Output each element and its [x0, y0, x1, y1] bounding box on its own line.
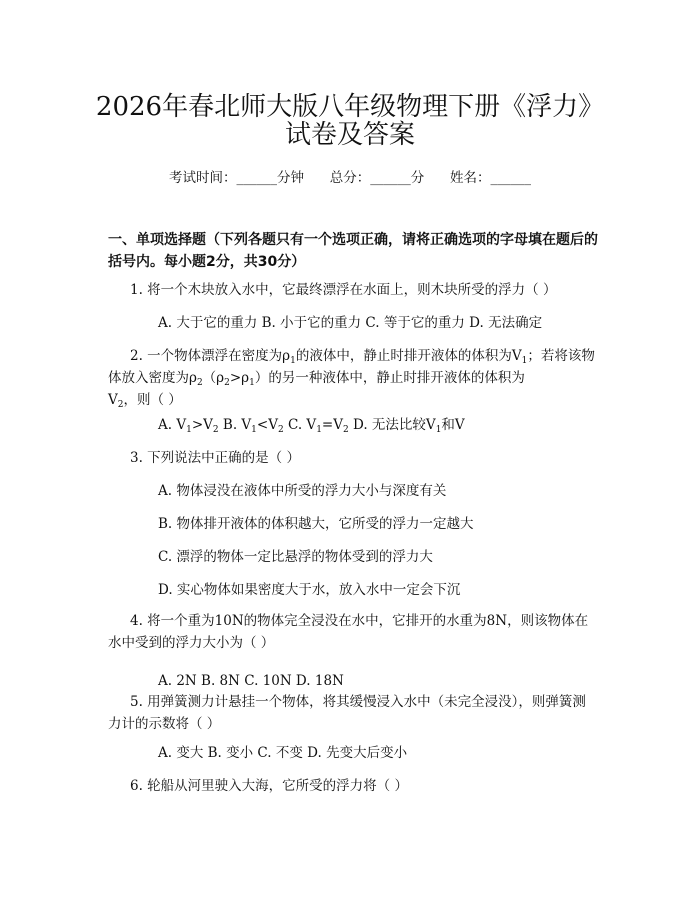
q2-opt-text: >V: [191, 417, 213, 433]
q2-opt-text: A. V: [158, 417, 187, 433]
q2-stem-text: 2. 一个物体漂浮在密度为ρ: [130, 348, 291, 364]
q2-opt-sub: 1: [435, 425, 442, 435]
question-3-option-d: D. 实心物体如果密度大于水，放入水中一定会下沉: [158, 582, 461, 598]
q2-opt-text: 和V: [441, 417, 465, 433]
question-3-option-c: C. 漂浮的物体一定比悬浮的物体受到的浮力大: [158, 549, 433, 565]
question-1-options: A. 大于它的重力 B. 小于它的重力 C. 等于它的重力 D. 无法确定: [158, 315, 543, 331]
question-5-stem: 5. 用弹簧测力计悬挂一个物体，将其缓慢浸入水中（未完全浸没），则弹簧测力计的示数将（ ）: [108, 694, 586, 732]
q2-stem-text: ）的另一种液体中，静止时排开液体的体积为V: [108, 370, 525, 408]
question-4-options: A. 2N B. 8N C. 10N D. 18N: [158, 673, 344, 689]
question-2-stem: [108, 345, 598, 411]
q2-sub: 1: [249, 378, 255, 388]
q2-opt-text: =V: [321, 417, 343, 433]
question-6-stem: 6. 轮船从河里驶入大海，它所受的浮力将（ ）: [130, 778, 408, 794]
q2-opt-text: B. V: [218, 417, 252, 433]
q2-opt-sub: 2: [212, 425, 219, 435]
q2-opt-text: <V: [256, 417, 278, 433]
question-5-options: A. 变大 B. 变小 C. 不变 D. 先变大后变小: [158, 745, 408, 761]
q2-opt-sub: 1: [186, 425, 192, 435]
q2-sub: 2: [196, 378, 203, 388]
question-3-option-a: A. 物体浸没在液体中所受的浮力大小与深度有关: [158, 483, 447, 499]
question-2-options: [158, 414, 598, 436]
question-1-stem: 1. 将一个木块放入水中，它最终漂浮在水面上，则木块所受的浮力（ ）: [130, 282, 557, 298]
section-heading: 一、单项选择题（下列各题只有一个选项正确，请将正确选项的字母填在题后的括号内。每小题2分，共30分）: [108, 232, 598, 270]
q2-sub: 2: [117, 400, 124, 410]
q2-opt-sub: 1: [316, 425, 322, 435]
q2-stem-text: 的液体中，静止时排开液体的体积为V: [295, 348, 522, 364]
question-3-option-b: B. 物体排开液体的体积越大，它所受的浮力一定越大: [158, 516, 474, 532]
q2-sub: 1: [521, 356, 528, 366]
q2-opt-text: C. V: [283, 417, 317, 433]
q2-opt-text: D. 无法比较V: [348, 417, 436, 433]
q2-stem-text: ；若将该物体放入密度为ρ: [108, 348, 595, 386]
page-title-line2: 试卷及答案: [284, 120, 415, 150]
q2-opt-sub: 2: [277, 425, 284, 435]
q2-sub: 2: [224, 378, 230, 388]
q2-opt-sub: 1: [251, 425, 257, 435]
q2-stem-text: >ρ: [229, 370, 250, 386]
q2-stem-text: （ρ: [202, 370, 225, 386]
exam-info-line: 考试时间：______分钟 总分：______分 姓名：______: [169, 170, 531, 186]
question-3-stem: 3. 下列说法中正确的是（ ）: [130, 450, 300, 466]
question-4-stem: 4. 将一个重为10N的物体完全浸没在水中，它排开的水重为8N，则该物体在水中受到的浮力大小为（ ）: [108, 613, 589, 651]
q2-sub: 1: [290, 356, 296, 366]
page-title-line1: 2026年春北师大版八年级物理下册《浮力》: [95, 92, 605, 122]
q2-opt-sub: 2: [342, 425, 349, 435]
q2-stem-text: ，则（ ）: [123, 392, 182, 408]
